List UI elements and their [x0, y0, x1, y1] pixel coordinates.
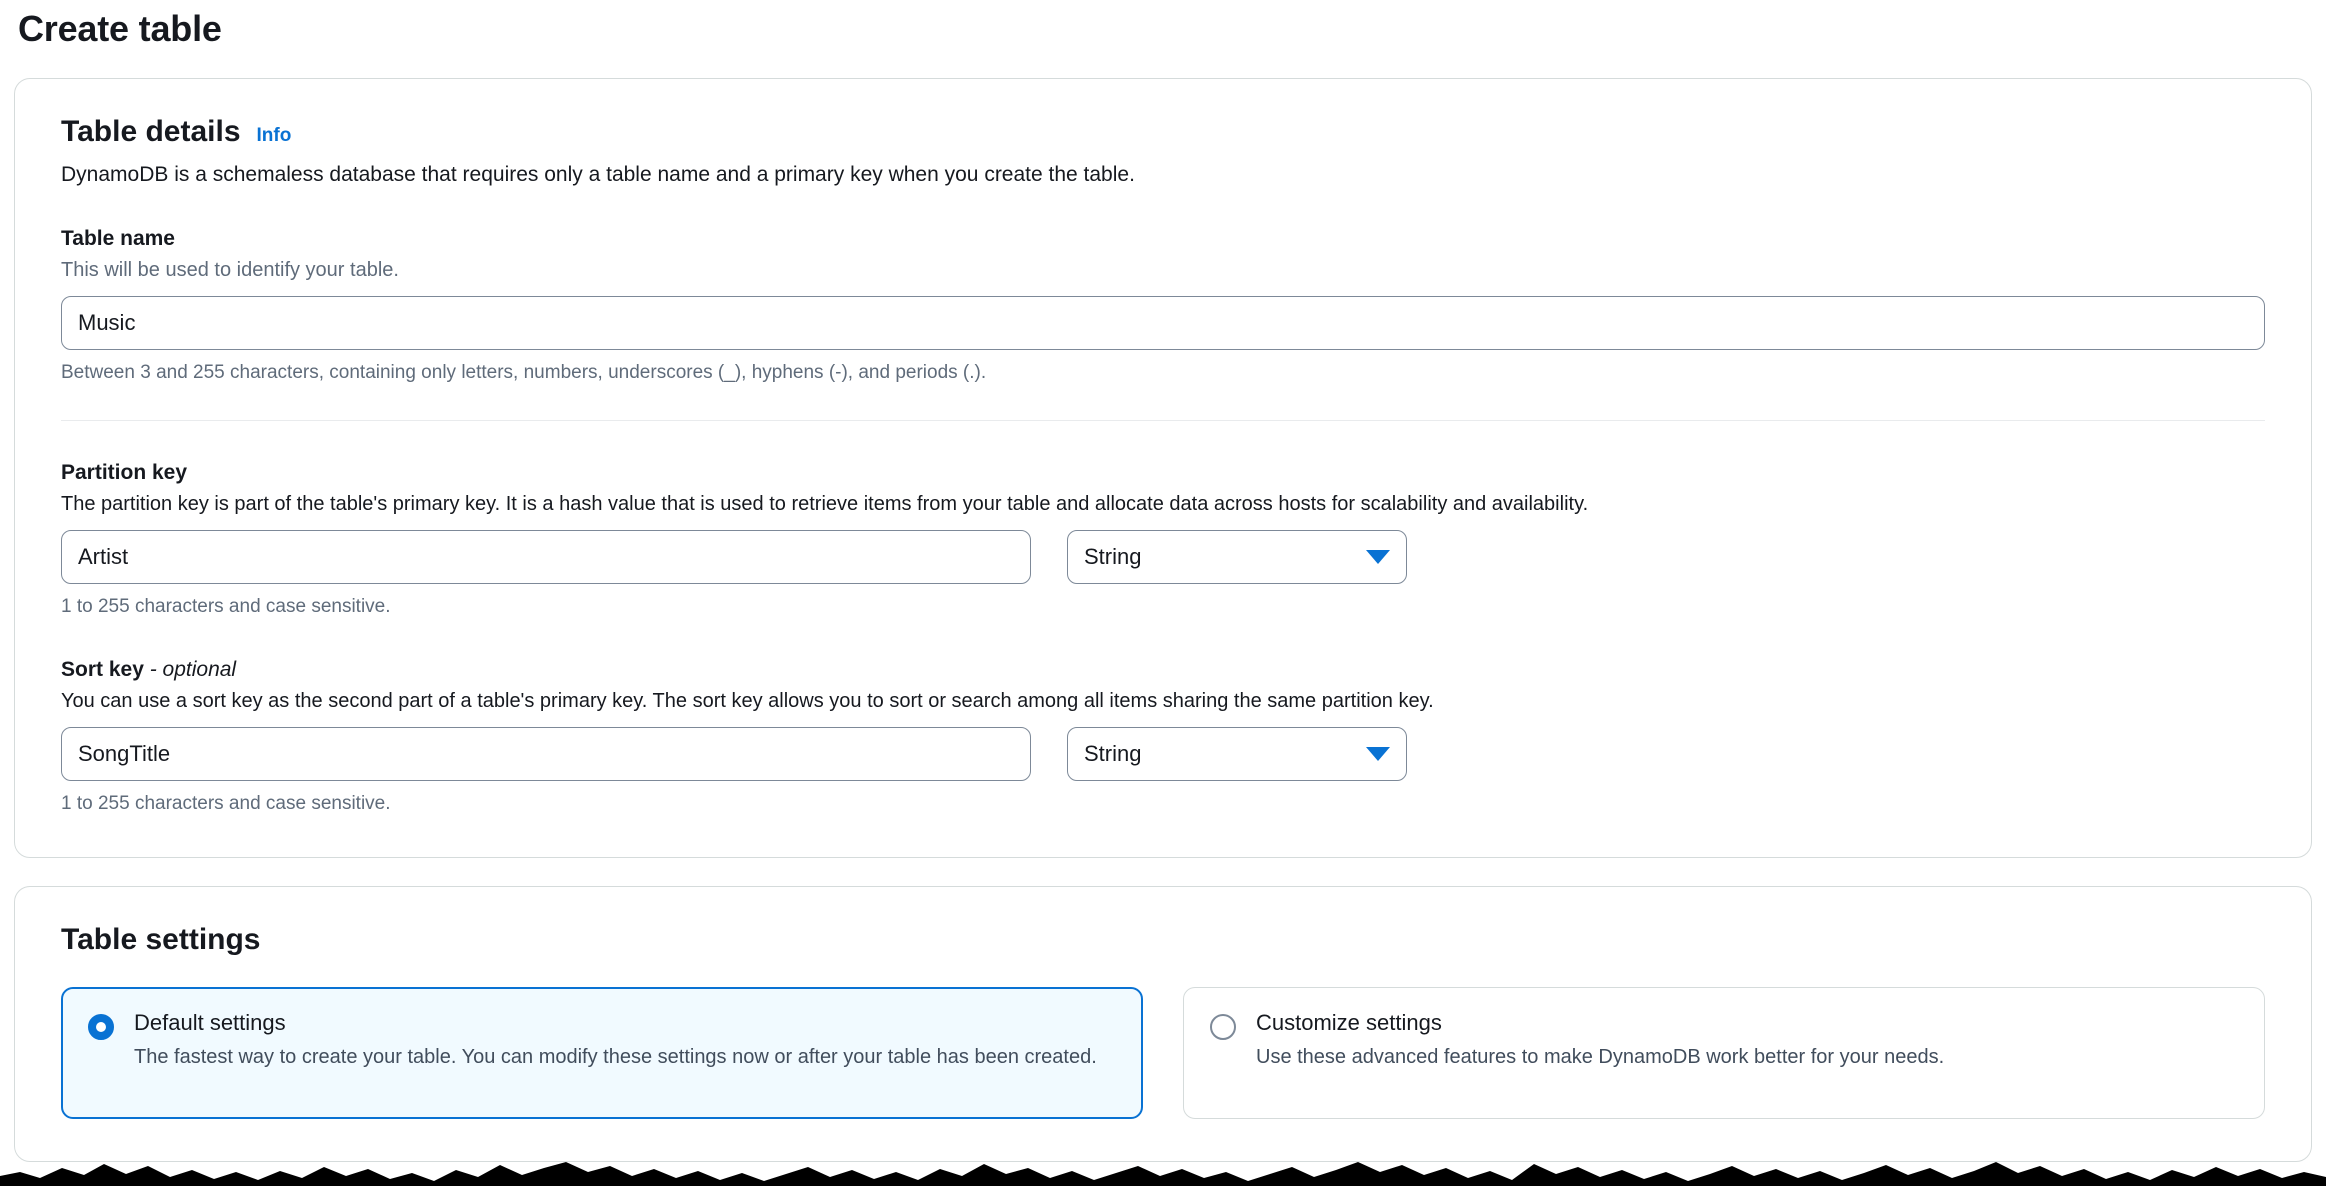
create-table-page: [0, 8, 2326, 1162]
partition-key-row: [61, 530, 2265, 584]
sort-key-hint: 1 to 255 characters and case sensitive.: [61, 793, 391, 814]
chevron-down-icon: [1366, 550, 1390, 564]
table-settings-title: Table settings: [61, 923, 261, 956]
sort-key-label: [61, 658, 2265, 682]
table-settings-default-label: Default settings: [134, 1010, 286, 1035]
partition-key-label: Partition key: [61, 461, 188, 484]
sort-key-input[interactable]: [61, 727, 1031, 781]
sort-key-row: [61, 727, 2265, 781]
page-title: Create table: [18, 8, 222, 49]
table-settings-default-description: The fastest way to create your table. You can modify these settings now or after your table has been created.: [134, 1046, 1097, 1068]
partition-key-type-value: String: [1084, 544, 1142, 569]
partition-key-field: [61, 461, 2265, 618]
table-settings-customize-description: Use these advanced features to make DynamoDB work better for your needs.: [1256, 1046, 1945, 1068]
partition-key-hint: 1 to 255 characters and case sensitive.: [61, 596, 391, 617]
details-divider: [61, 420, 2265, 421]
table-name-sublabel: This will be used to identify your table.: [61, 259, 399, 281]
table-settings-option-default[interactable]: [61, 987, 1143, 1119]
sort-key-description: You can use a sort key as the second part of a table's primary key. The sort key allows you to sort or search among all items sharing the same partition key.: [61, 690, 1434, 712]
sort-key-field: [61, 658, 2265, 815]
table-details-header: [61, 115, 2265, 149]
table-details-info-link[interactable]: Info: [256, 125, 292, 146]
table-settings-default-texts: [134, 1010, 1097, 1071]
sort-key-label-text: Sort key: [61, 658, 144, 681]
table-details-title: Table details: [61, 115, 241, 148]
table-name-label: Table name: [61, 227, 175, 250]
partition-key-description: The partition key is part of the table's primary key. It is a hash value that is used to retrieve items from your table and allocate data across hosts for scalability and availability.: [61, 493, 1589, 515]
table-name-field: [61, 227, 2265, 384]
table-details-panel: [14, 78, 2312, 858]
radio-icon-customize[interactable]: [1210, 1014, 1236, 1040]
table-name-hint: Between 3 and 255 characters, containing only letters, numbers, underscores (_), hyphens (-), and periods (.).: [61, 362, 987, 383]
partition-key-input[interactable]: [61, 530, 1031, 584]
sort-key-type-select[interactable]: [1067, 727, 1407, 781]
table-name-input[interactable]: [61, 296, 2265, 350]
table-settings-customize-texts: [1256, 1010, 1944, 1071]
table-settings-option-customize[interactable]: [1183, 987, 2265, 1119]
table-details-description: DynamoDB is a schemaless database that requires only a table name and a primary key when you create the table.: [61, 163, 1135, 186]
torn-page-edge: [0, 1150, 2326, 1186]
chevron-down-icon: [1366, 747, 1390, 761]
sort-key-type-select-box[interactable]: [1067, 727, 1407, 781]
radio-icon-default[interactable]: [88, 1014, 114, 1040]
sort-key-type-value: String: [1084, 741, 1142, 766]
sort-key-optional-text: - optional: [143, 658, 237, 681]
table-settings-radio-group: [61, 987, 2265, 1119]
table-settings-customize-label: Customize settings: [1256, 1010, 1442, 1035]
table-settings-panel: [14, 886, 2312, 1162]
partition-key-type-select-box[interactable]: [1067, 530, 1407, 584]
partition-key-type-select[interactable]: [1067, 530, 1407, 584]
